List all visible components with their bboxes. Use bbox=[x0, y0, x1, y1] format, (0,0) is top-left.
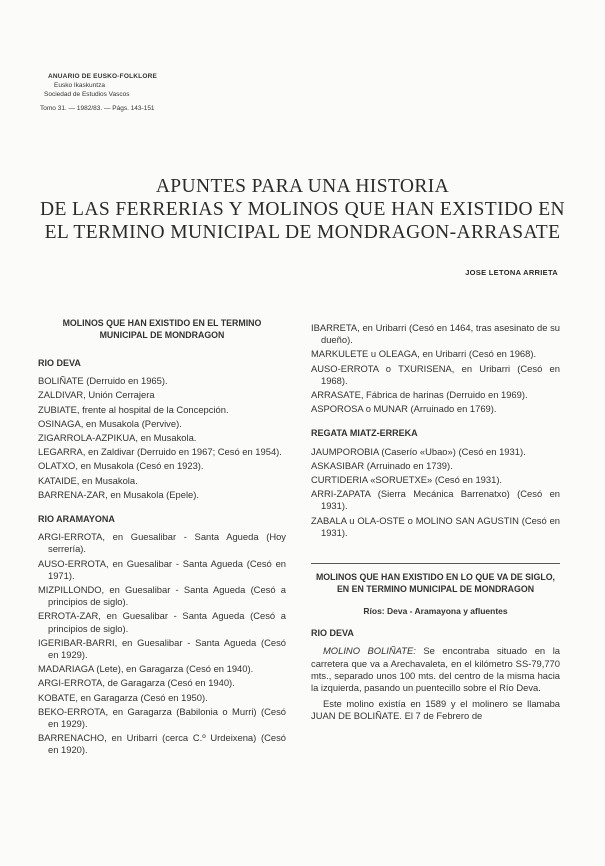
publication-name: ANUARIO DE EUSKO-FOLKLORE bbox=[48, 73, 157, 80]
list-item: ARGI-ERROTA, de Garagarza (Cesó en 1940). bbox=[38, 677, 235, 689]
list-item: MADARIAGA (Lete), en Garagarza (Cesó en 1940). bbox=[38, 663, 254, 675]
list-item: ZALDIVAR, Unión Cerrajera bbox=[38, 389, 155, 401]
subheading-regata: REGATA MIATZ-ERREKA bbox=[311, 428, 418, 439]
title-line-2: DE LAS FERRERIAS Y MOLINOS QUE HAN EXISTIDO EN bbox=[39, 199, 566, 220]
left-column bbox=[38, 318, 286, 759]
list-item: MARKULETE u OLEAGA, en Uribarri (Cesó en 1968). bbox=[311, 348, 537, 360]
author: JOSE LETONA ARRIETA bbox=[465, 268, 558, 277]
list-item: IBARRETA, en Uribarri (Cesó en 1464, tras asesinato de su dueño). bbox=[311, 322, 560, 346]
section-divider bbox=[311, 563, 560, 564]
list-item: BOLIÑATE (Derruido en 1965). bbox=[38, 375, 168, 387]
aramayona-continued-list bbox=[311, 322, 560, 415]
list-item: BARRENACHO, en Uribarri (cerca C.º Urdeixena) (Cesó en 1920). bbox=[38, 732, 286, 756]
list-item: BARRENA-ZAR, en Musakola (Epele). bbox=[38, 488, 199, 500]
list-item: LEGARRA, en Zaldivar (Derruido en 1967; Cesó en 1954). bbox=[38, 446, 282, 458]
list-item: ARGI-ERROTA, en Guesalibar - Santa Agueda (Hoy serrería). bbox=[38, 531, 286, 555]
list-item: ZUBIATE, frente al hospital de la Concepción. bbox=[38, 403, 229, 415]
publisher-basque: Eusko Ikaskuntza bbox=[54, 82, 105, 89]
list-item: IGERIBAR-BARRI, en Guesalibar - Santa Agueda (Cesó en 1929). bbox=[38, 636, 286, 661]
subheading-rio-deva: RIO DEVA bbox=[38, 358, 81, 368]
paragraph-boliñate bbox=[311, 645, 560, 694]
publisher-spanish: Sociedad de Estudios Vascos bbox=[44, 91, 130, 98]
list-item: OSINAGA, en Musakola (Pervive). bbox=[38, 417, 182, 429]
right-column bbox=[311, 322, 560, 723]
list-item: KOBATE, en Garagarza (Cesó en 1950). bbox=[38, 691, 208, 703]
molino-name: MOLINO BOLIÑATE: bbox=[323, 645, 416, 657]
title-line-1: APUNTES PARA UNA HISTORIA bbox=[155, 176, 450, 197]
list-item: KATAIDE, en Musakola. bbox=[38, 474, 138, 486]
list-item: OLATXO, en Musakola (Cesó en 1923). bbox=[38, 460, 204, 472]
list-item: AUSO-ERROTA, en Guesalibar - Santa Agueda (Cesó en 1971). bbox=[38, 557, 286, 581]
rios-line: Ríos: Deva - Aramayona y afluentes bbox=[363, 606, 508, 617]
list-item: ARRI-ZAPATA (Sierra Mecánica Barrenatxo) (Cesó en 1931). bbox=[311, 488, 560, 512]
list-item: BEKO-ERROTA, en Garagarza (Babilonia o Murri) (Cesó en 1929). bbox=[38, 705, 286, 730]
subheading-rio-aramayona: RIO ARAMAYONA bbox=[38, 514, 115, 525]
list-item: ERROTA-ZAR, en Guesalibar - Santa Agueda (Cesó a principios de siglo). bbox=[38, 610, 286, 634]
regata-list bbox=[311, 446, 560, 539]
volume-info: Tomo 31. — 1982/83. — Págs. 143-151 bbox=[40, 105, 155, 112]
list-item: ASKASIBAR (Arruinado en 1739). bbox=[311, 459, 453, 471]
journal-header bbox=[40, 72, 157, 113]
list-item: ZIGARROLA-AZPIKUA, en Musakola. bbox=[38, 432, 197, 444]
list-item: AUSO-ERROTA o TXURISENA, en Uribarri (Cesó en 1968). bbox=[311, 362, 560, 386]
subheading-rio-deva-2: RIO DEVA bbox=[311, 628, 354, 639]
list-item: JAUMPOROBIA (Caserío «Ubao») (Cesó en 1931). bbox=[311, 445, 526, 457]
paragraph-text: Se encontraba situado en la carretera que va a Arechavaleta, en el kilómetro SS-79,770 mts., separado unos 100 mts. del centro de la misma hacia la izquierda, pasando un puentecillo sobre el Río Deva. bbox=[311, 645, 560, 694]
paragraph-history: Este molino existía en 1589 y el molinero se llamaba JUAN DE BOLIÑATE. El 7 de Febrero de bbox=[311, 698, 560, 722]
rio-deva-list bbox=[38, 375, 286, 501]
list-item: ZABALA u OLA-OSTE o MOLINO SAN AGUSTIN (Cesó en 1931). bbox=[311, 514, 560, 538]
rio-aramayona-list bbox=[38, 531, 286, 756]
section-heading-molinos: MOLINOS QUE HAN EXISTIDO EN EL TERMINO MUNICIPAL DE MONDRAGON bbox=[62, 318, 262, 340]
list-item: ASPOROSA o MUNAR (Arruinado en 1769). bbox=[311, 403, 497, 415]
list-item: CURTIDERIA «SORUETXE» (Cesó en 1931). bbox=[311, 474, 503, 486]
section-heading-siglo: MOLINOS QUE HAN EXISTIDO EN LO QUE VA DE SIGLO, EN EN TERMINO MUNICIPAL DE MONDRAGON bbox=[315, 572, 555, 594]
article-title bbox=[30, 175, 575, 244]
list-item: MIZPILLONDO, en Guesalibar - Santa Agueda (Cesó a principios de siglo). bbox=[38, 584, 286, 608]
title-line-3: EL TERMINO MUNICIPAL DE MONDRAGON-ARRASATE bbox=[44, 222, 561, 243]
list-item: ARRASATE, Fábrica de harinas (Derruido en 1969). bbox=[311, 389, 528, 401]
